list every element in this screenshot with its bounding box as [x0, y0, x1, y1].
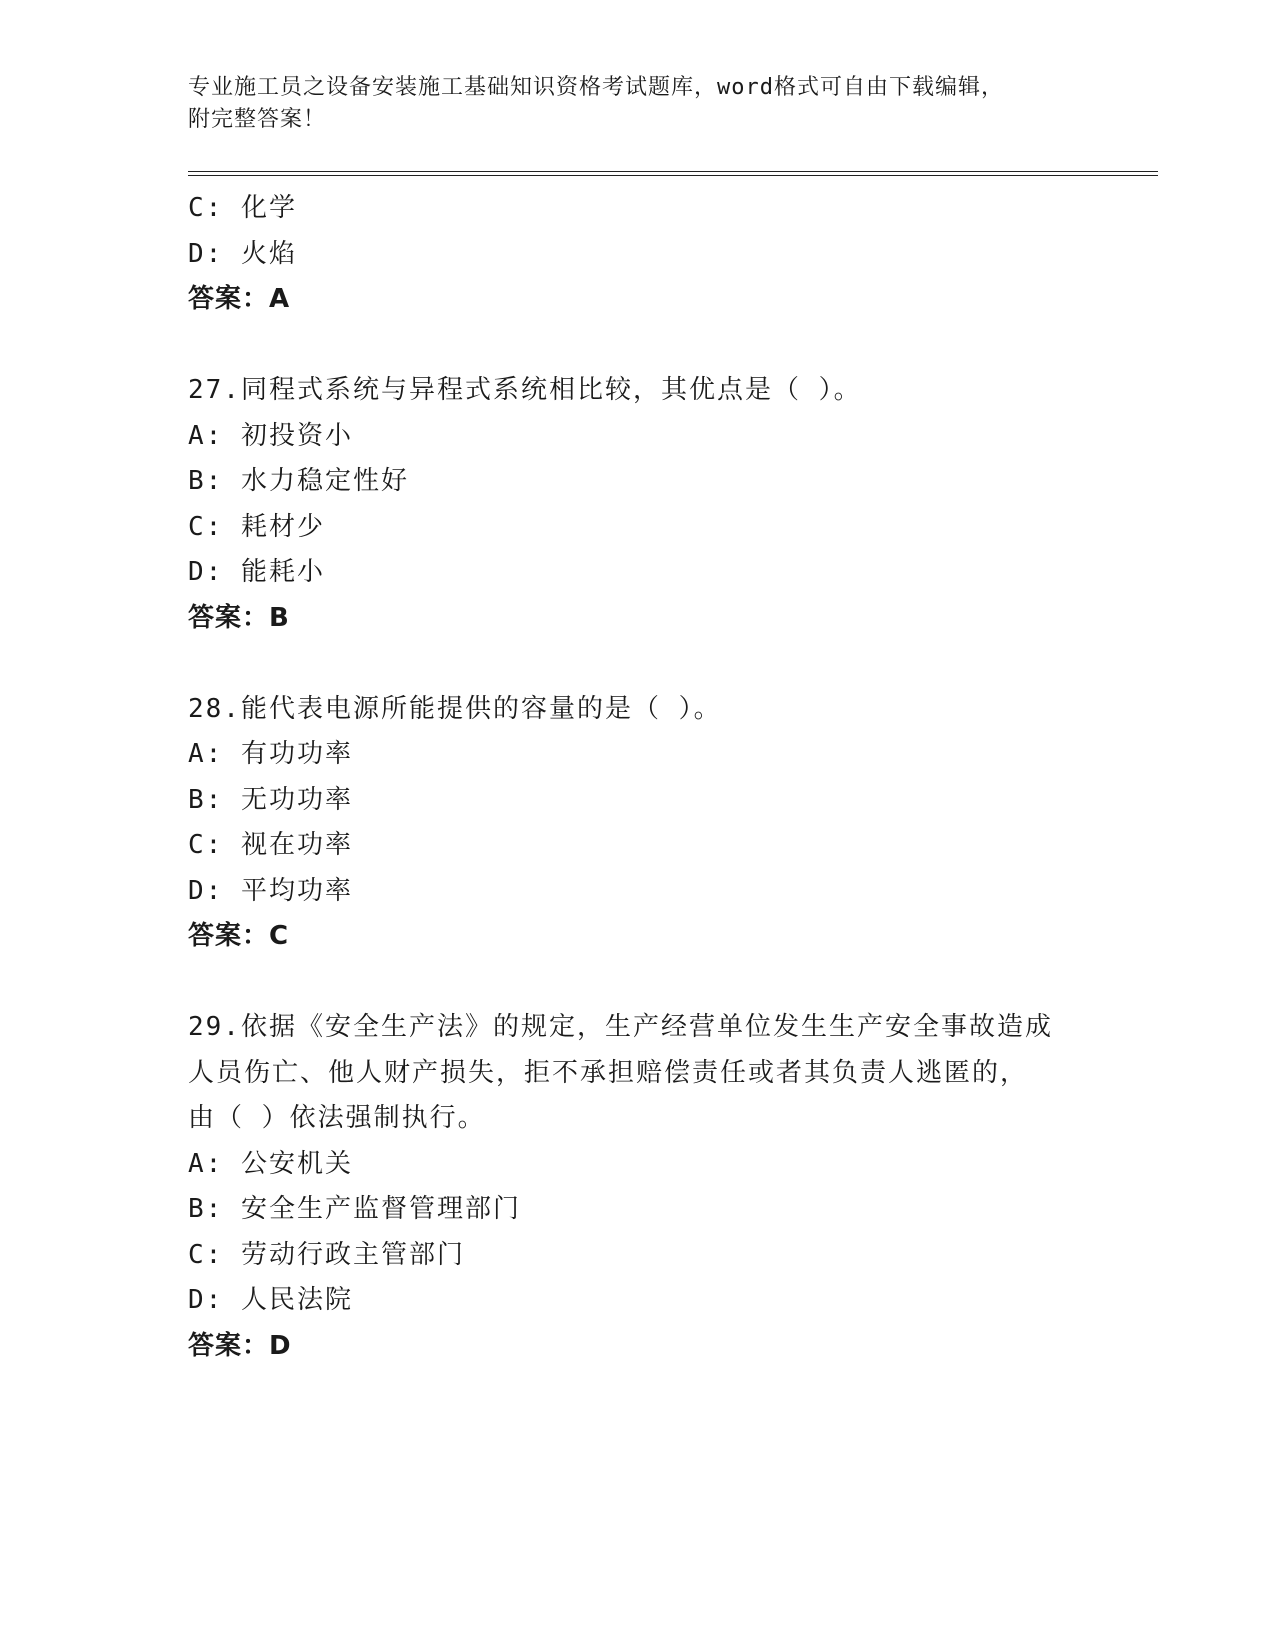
answer-line: 答案：A — [188, 284, 291, 314]
answer-line: 答案：D — [188, 1330, 292, 1361]
question-text: 27.同程式系统与异程式系统相比较，其优点是（ ）。 — [188, 375, 862, 405]
option-line: D: 火焰 — [188, 238, 297, 269]
option-line: A: 初投资小 — [188, 420, 353, 451]
question-text: 人员伤亡、他人财产损失，拒不承担赔偿责任或者其负责人逃匿的， — [188, 1057, 1029, 1088]
option-line: C: 劳动行政主管部门 — [188, 1239, 465, 1270]
option-line: D: 人民法院 — [188, 1285, 353, 1315]
question-text: 由（ ）依法强制执行。 — [188, 1103, 486, 1133]
answer-line: 答案：C — [188, 921, 290, 951]
header-rule-bottom — [188, 175, 1158, 176]
option-line: C: 化学 — [188, 193, 297, 223]
question-text: 29.依据《安全生产法》的规定，生产经营单位发生生产安全事故造成 — [188, 1012, 1053, 1042]
question-text: 28.能代表电源所能提供的容量的是（ ）。 — [188, 693, 722, 724]
option-line: A: 有功功率 — [188, 739, 353, 769]
option-line: B: 无功功率 — [188, 784, 353, 815]
option-line: B: 安全生产监督管理部门 — [188, 1194, 521, 1224]
option-line: A: 公安机关 — [188, 1148, 353, 1179]
option-line: C: 视在功率 — [188, 830, 353, 860]
option-line: B: 水力稳定性好 — [188, 466, 409, 496]
option-line: D: 能耗小 — [188, 557, 325, 587]
header-line-2: 附完整答案！ — [188, 107, 327, 132]
header-line-1: 专业施工员之设备安装施工基础知识资格考试题库，word格式可自由下载编辑， — [188, 75, 1004, 100]
option-line: D: 平均功率 — [188, 875, 353, 906]
header-rule-top — [188, 171, 1158, 172]
option-line: C: 耗材少 — [188, 511, 325, 542]
page-header — [188, 72, 1088, 136]
answer-line: 答案：B — [188, 602, 290, 633]
question-content — [188, 186, 1088, 1369]
